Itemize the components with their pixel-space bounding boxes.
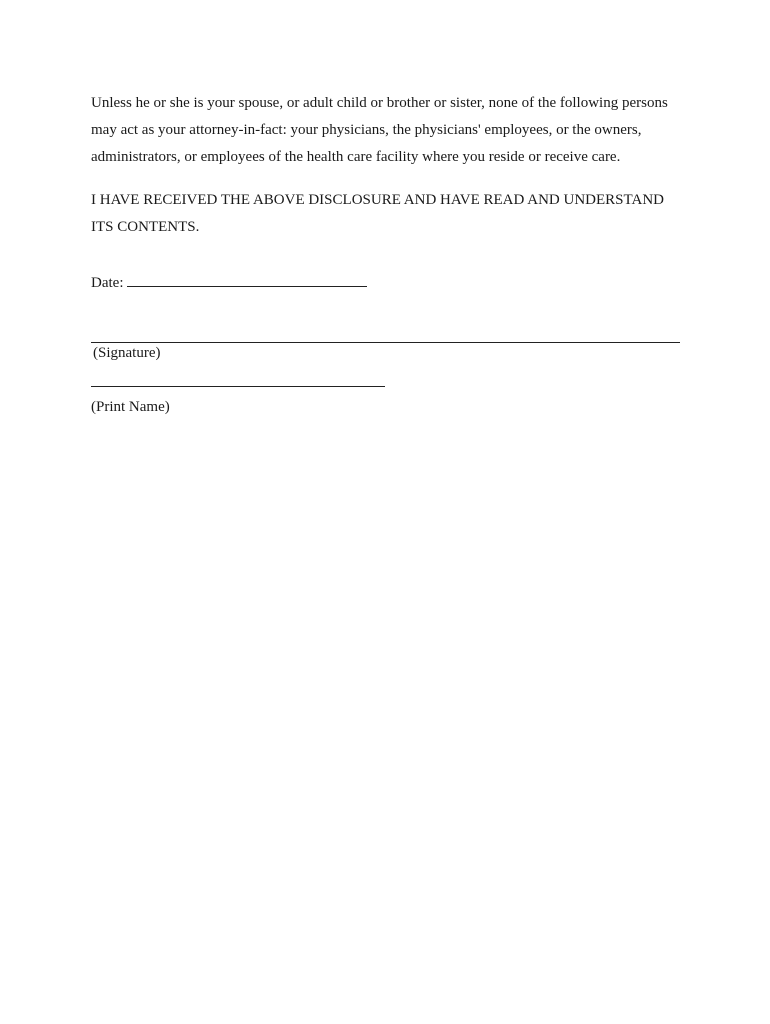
disclosure-line: administrators, or employees of the health care facility where you reside or receive care. <box>91 149 621 165</box>
disclosure-line: may act as your attorney-in-fact: your physicians, the physicians' employees, or the owners, <box>91 122 642 138</box>
disclosure-paragraph <box>91 90 691 171</box>
date-blank-line[interactable] <box>127 271 367 287</box>
date-label: Date: <box>91 275 124 291</box>
signature-blank-line[interactable] <box>91 342 680 343</box>
print-name-blank-line[interactable] <box>91 386 385 387</box>
disclosure-line: Unless he or she is your spouse, or adult child or brother or sister, none of the following persons <box>91 95 668 111</box>
signature-label: (Signature) <box>93 345 161 361</box>
acknowledgement-line: I HAVE RECEIVED THE ABOVE DISCLOSURE AND HAVE READ AND UNDERSTAND <box>91 192 664 208</box>
print-name-label: (Print Name) <box>91 399 170 415</box>
date-field-row <box>91 271 367 294</box>
acknowledgement-paragraph <box>91 187 691 241</box>
acknowledgement-line: ITS CONTENTS. <box>91 219 200 235</box>
